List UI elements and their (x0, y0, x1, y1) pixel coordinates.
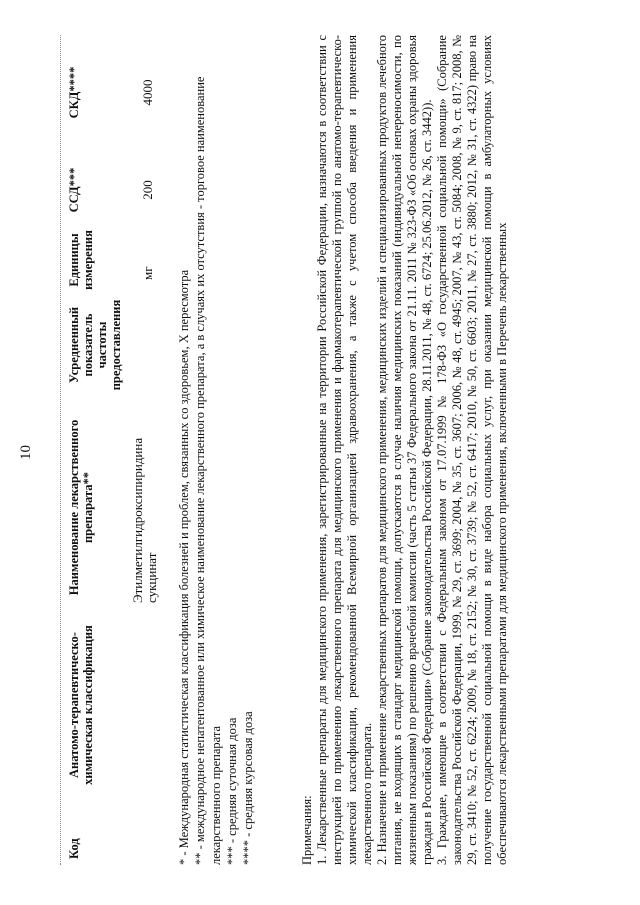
column-atc (61, 615, 157, 795)
cell-ssd: 200 (140, 180, 155, 200)
header-frequency: Усредненный показатель частоты предоставления (67, 299, 123, 391)
header-code: Код (67, 838, 81, 859)
note-item: 3. Граждане, имеющие в соответствии с Федеральным законом от 17.07.1999 № 178-ФЗ «О государственной социальной помощи» (Собрание законодательства Российской Федерации, 1999, № 29, ст. 3699; 2004, № 35, ст. 3607; 2006, № 48, ст. 4945; 2007, № 43, ст. 5084; 2008, № 9, ст. 817; 2008, № 29, ст. 3410; № 52, ст. 6224; 2009, № 18, ст. 2152; № 30, ст. 3739; № 52, ст. 6417; 2010, № 50, ст. 6603; 2011, № 27, ст. 3880; 2012, № 31, ст. 4322) право на получение государственной социальной помощи в виде набора социальных услуг, при оказании медицинской помощи в амбулаторных условиях обеспечиваются лекарственными препаратами для медицинского применения, включенными в Перечень лекарственных (435, 35, 509, 865)
header-ssd: ССД*** (67, 167, 81, 213)
footnote: *** - средняя суточная доза (225, 717, 239, 865)
column-frequency (61, 290, 157, 400)
cell-skd: 4000 (140, 79, 155, 106)
footnote: * - Международная статистическая классификация болезней и проблем, связанных со здоровьем, X пересмотра (177, 269, 191, 865)
note-item: 2. Назначение и применение лекарственных препаратов для медицинского применения, медицинских изделий и специализированных продуктов лечебного питания, не входящих в стандарт медицинской помощи, допускаются в случае наличия медицинских показаний (индивидуальной непереносимости, по жизненным показаниям) по решению врачебной комиссии (часть 5 статьи 37 Федерального закона от 21.11. 2011 № 323-ФЗ «Об основах охраны здоровья граждан в Российской Федерации» (Собрание законодательства Российской Федерации, 28.11.2011, № 48, ст. 6724; 25.06.2012, № 26, ст. 3442)). (375, 35, 434, 865)
header-unit: Единицы измерения (67, 230, 95, 290)
column-drug (61, 400, 157, 615)
header-atc: Анатомо-терапевтическо-химическая классификация (67, 625, 95, 785)
header-drug: Наименование лекарственного препарата** (67, 419, 95, 596)
page-number: 10 (18, 445, 34, 460)
column-unit (61, 230, 157, 290)
header-skd: СКД**** (67, 66, 81, 119)
note-item: 1. Лекарственные препараты для медицинского применения, зарегистрированные на территории Российской Федерации, назначаются в соответствии с инструкцией по применению лекарственного препарата для медицинского применения и фармакотерапевтической группой по анатомо-терапевтическо-химической классификации, рекомендованной Всемирной организацией здравоохранения, а также с учетом способа введения и применения лекарственного препарата. (315, 35, 374, 865)
drug-table (60, 35, 157, 865)
column-skd (61, 35, 157, 150)
footnotes (176, 35, 256, 865)
column-ssd (61, 150, 157, 230)
cell-drug-name: Этилметилгидроксипиридина сукцинат (130, 437, 159, 603)
notes (300, 35, 510, 865)
notes-title: Примечания: (300, 795, 314, 865)
column-code (61, 795, 157, 865)
footnote: ** - международное непатентованное или химическое наименование лекарственного препарата, а в случаях их отсутствия - торговое наименование лекарственного препарата (193, 76, 223, 865)
cell-unit: мг (140, 266, 155, 280)
footnote: **** - средняя курсовая доза (241, 711, 255, 865)
